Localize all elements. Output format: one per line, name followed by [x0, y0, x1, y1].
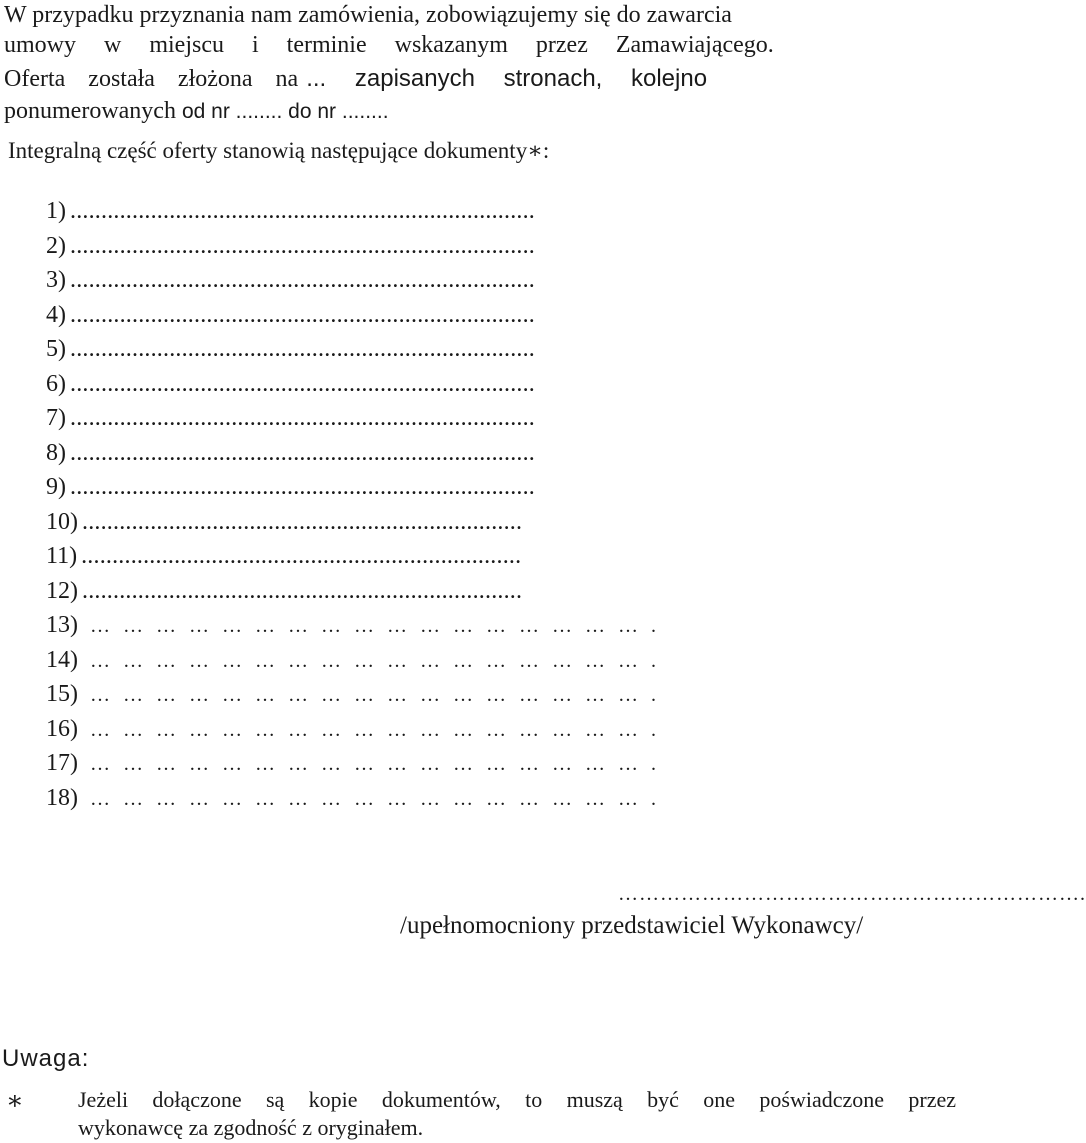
- list-item-blank: …………………………………………….: [90, 649, 669, 672]
- list-item: [46, 541, 521, 571]
- paragraph-line-2: umowy w miejscu i terminie wskazanym przez Zamawiającego.: [4, 32, 774, 58]
- list-item-blank: ...........................................................................: [70, 198, 535, 224]
- list-item-blank: ...........................................................................: [70, 405, 535, 431]
- list-item-blank: …………………………………………….: [90, 718, 669, 741]
- list-item-blank: ...........................................................................: [70, 232, 535, 259]
- list-item-number: 16): [46, 715, 78, 742]
- list-item: [46, 403, 535, 433]
- list-item: [46, 783, 669, 814]
- paragraph-line-4-start: ponumerowanych: [4, 98, 176, 124]
- list-item-blank: .......................................................................: [82, 508, 523, 535]
- attachments-intro: Integralną część oferty stanowią następujące dokumenty∗:: [8, 138, 550, 163]
- list-item: [46, 679, 669, 710]
- list-item-blank: ...........................................................................: [70, 439, 535, 466]
- list-item: [46, 748, 669, 779]
- paragraph-line-4: [4, 96, 389, 127]
- list-item-number: 4): [46, 301, 66, 328]
- list-item-number: 9): [46, 474, 66, 500]
- list-item-number: 7): [46, 405, 66, 431]
- list-item-number: 6): [46, 370, 66, 397]
- list-item-blank: ...........................................................................: [70, 301, 535, 328]
- list-item-blank: ...........................................................................: [70, 267, 535, 293]
- list-item: [46, 196, 535, 226]
- list-item-number: 11): [46, 543, 78, 569]
- paragraph-line-4-end: od nr ........ do nr ........: [181, 100, 389, 123]
- list-item-number: 13): [46, 612, 78, 638]
- signature-label: /upełnomocniony przedstawiciel Wykonawcy/: [400, 912, 864, 939]
- list-item-number: 8): [46, 439, 66, 466]
- list-item: [46, 645, 669, 676]
- list-item-blank: ...........................................................................: [70, 370, 535, 397]
- note-line-1: Jeżeli dołączone są kopie dokumentów, to muszą być one poświadczone przez: [78, 1087, 956, 1112]
- list-item: [46, 231, 535, 261]
- list-item-blank: …………………………………………….: [90, 684, 669, 706]
- list-item-number: 15): [46, 681, 78, 707]
- list-item-number: 12): [46, 577, 78, 604]
- list-item-number: 5): [46, 336, 66, 362]
- note-heading: Uwaga:: [2, 1045, 90, 1072]
- list-item-number: 2): [46, 232, 66, 259]
- list-item-number: 17): [46, 750, 78, 776]
- list-item: [46, 610, 669, 641]
- paragraph-line-1: [4, 0, 956, 30]
- signature-line: ………………………………………………………….: [618, 883, 1086, 905]
- paragraph-line-3: [4, 64, 707, 94]
- list-item: [46, 265, 535, 295]
- note-line-2: wykonawcę za zgodność z oryginałem.: [78, 1115, 424, 1140]
- paragraph-line-3-start: Oferta została złożona na: [4, 66, 299, 92]
- list-item-blank: …………………………………………….: [90, 787, 669, 810]
- list-item-number: 10): [46, 508, 78, 535]
- list-item-blank: .......................................................................: [81, 543, 522, 569]
- list-item: [46, 576, 522, 606]
- list-item-blank: ...........................................................................: [70, 336, 535, 362]
- list-item: [46, 507, 522, 537]
- list-item: [46, 714, 669, 745]
- list-item: [46, 472, 535, 502]
- list-item-blank: …………………………………………….: [90, 615, 669, 637]
- list-item: [46, 334, 535, 364]
- list-item: [46, 300, 535, 330]
- list-item-number: 3): [46, 267, 66, 293]
- list-item: [46, 438, 535, 468]
- list-item-blank: ...........................................................................: [70, 474, 535, 500]
- paragraph-line-3-end: ... zapisanych stronach, kolejno: [306, 65, 708, 92]
- list-item-number: 1): [46, 198, 66, 224]
- list-item: [46, 369, 535, 399]
- list-item-number: 18): [46, 784, 78, 811]
- list-item-number: 14): [46, 646, 78, 673]
- list-item-blank: .......................................................................: [82, 577, 523, 604]
- list-item-blank: …………………………………………….: [90, 753, 669, 775]
- paragraph-text: W przypadku przyznania nam zamówienia, zobowiązujemy się do zawarcia: [4, 2, 732, 28]
- note-asterisk: ∗: [6, 1086, 24, 1115]
